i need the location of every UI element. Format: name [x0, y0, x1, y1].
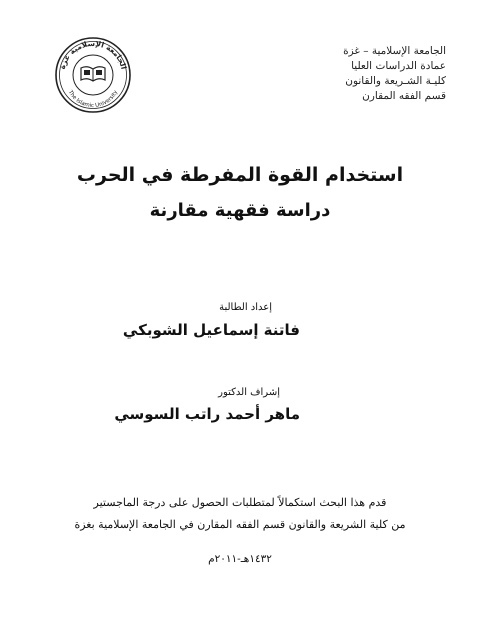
- statement-line-2: من كلية الشريعة والقانون قسم الفقه المقارن في الجامعة الإسلامية بغزة: [74, 518, 406, 531]
- header-faculty: كليـة الشـريعة والقانون: [345, 75, 446, 87]
- header-deanship: عمادة الدراسات العليا: [351, 60, 446, 72]
- thesis-subtitle: دراسة فقهية مقارنة: [149, 200, 331, 221]
- seal-arabic-text: الجامعة الإسلامية غزة: [57, 38, 129, 71]
- thesis-title: استخدام القوة المفرطة في الحرب: [76, 164, 404, 186]
- header-department: قسم الفقه المقارن: [362, 90, 446, 102]
- university-header: [286, 44, 446, 104]
- submission-date: ١٤٣٢هـ-٢٠١١م: [208, 553, 272, 565]
- seal-english-text: The Islamic University: [66, 89, 120, 110]
- svg-text:The Islamic University: [66, 89, 119, 109]
- statement-line-1: قدم هذا البحث استكمالاً لمتطلبات الحصول على درجة الماجستير: [93, 496, 387, 509]
- student-name: فاتنة إسماعيل الشوبكي: [122, 321, 300, 339]
- student-label: إعداد الطالبة: [219, 302, 272, 313]
- university-seal-logo: [54, 36, 132, 114]
- svg-text:الجامعة الإسلامية غزة: [58, 39, 129, 70]
- header-university: الجامعة الإسلامية – غزة: [343, 45, 446, 57]
- supervisor-label: إشراف الدكتور: [218, 387, 280, 398]
- open-book-icon: [81, 67, 105, 81]
- supervisor-name: ماهر أحمد راتب السوسي: [114, 405, 300, 423]
- submission-statement: [30, 492, 450, 536]
